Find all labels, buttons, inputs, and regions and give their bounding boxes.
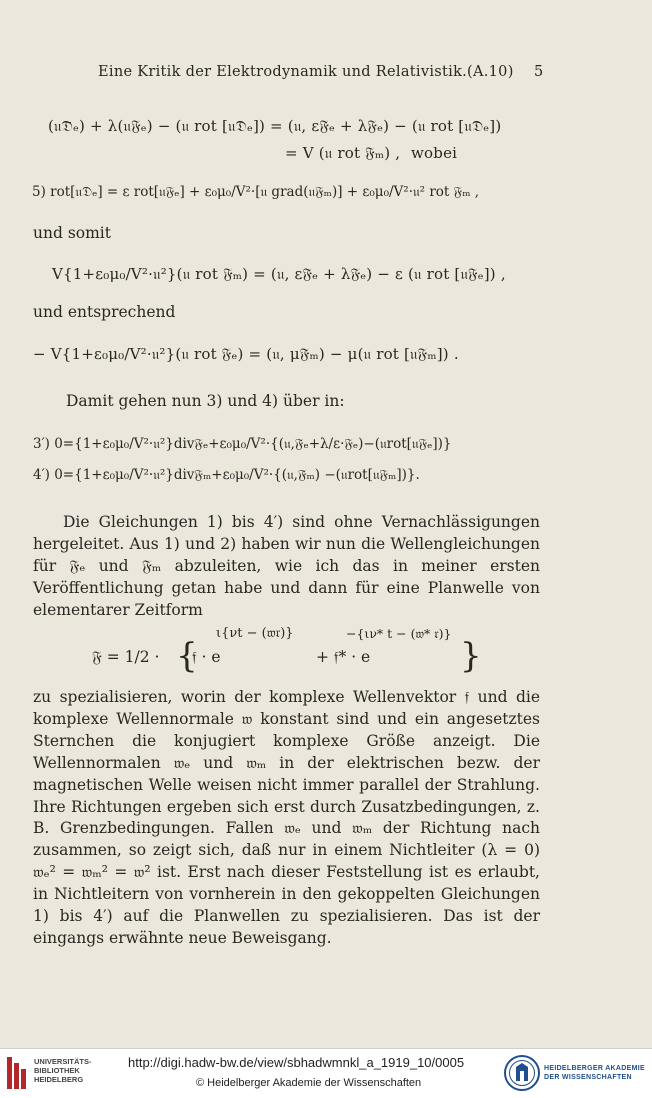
formula-lhs: 𝔉 = 1/2 · xyxy=(92,648,160,666)
text-und-entsprechend: und entsprechend xyxy=(33,303,176,321)
formula-close-brace: } xyxy=(460,636,482,676)
page-number: 5 xyxy=(534,64,544,80)
paragraph-specialize-text: zu spezialisieren, worin der komplexe Wellenvektor 𝔣 und die komplexe Wellennormale 𝔴 konstant sind und ein angesetztes Sternchen die konjugiert komplexe Größe anzeigt. Die Wellennormalen 𝔴ₑ und 𝔴ₘ in der elektrischen bezw. der magnetischen Welle weisen nicht immer parallel der Strahlung. Ihre Richtungen ergeben sich erst durch Zusatzbedingungen, z. B. Grenzbedingungen. Fallen 𝔴ₑ und 𝔴ₘ der Richtung nach zusammen, so zeigt sich, daß nur in einem Nichtleiter (λ = 0) 𝔴ₑ² = 𝔴ₘ² = 𝔴² ist. Erst nach dieser Feststellung ist es erlaubt, in Nichtleitern von vornherein in den gekoppelten Gleichungen 1) bis 4′) auf die Planwellen zu spezialisieren. Das ist der eingangs erwähnte neue Beweisgang. xyxy=(33,688,540,947)
equation-3-prime: 3′) 0={1+ε₀μ₀/V²·𝔲²}div𝔉ₑ+ε₀μ₀/V²·{(𝔲,𝔉̇ₑ+λ/ε·𝔉ₑ)−(𝔲rot[𝔲𝔉ₑ])} xyxy=(33,436,452,452)
plane-wave-formula xyxy=(92,620,482,680)
equation-word-wobei: wobei xyxy=(411,144,458,162)
page-url-link[interactable]: http://digi.hadw-bw.de/view/sbhadwmnkl_a_1919_10/0005 xyxy=(128,1055,465,1070)
equation-4-prime: 4′) 0={1+ε₀μ₀/V²·𝔲²}div𝔉ₘ+ε₀μ₀/V²·{(𝔲,𝔉̇ₘ) −(𝔲rot[𝔲𝔉ₘ])}. xyxy=(33,467,420,483)
paragraph-specialize xyxy=(33,687,540,950)
text-damit: Damit gehen nun 3) und 4) über in: xyxy=(66,392,345,410)
text-und-somit: und somit xyxy=(33,224,111,242)
formula-exponent-2: −{ιν* t − (𝔴* 𝔯)} xyxy=(346,626,452,641)
university-library-logo-icon xyxy=(6,1055,30,1091)
formula-f-term: 𝔣 · e xyxy=(192,648,221,666)
paragraph-wave-equations-text: Die Gleichungen 1) bis 4′) sind ohne Vernachlässigungen hergeleitet. Aus 1) und 2) haben wir nun die Wellengleichungen für 𝔉ₑ und 𝔉ₘ abzuleiten, wie ich das in meiner ersten Veröffentlichung getan habe und dann für eine Planwelle von elementarer Zeitform xyxy=(33,513,540,619)
equation-line-2: = V (𝔲 rot 𝔉ₘ) , xyxy=(285,144,401,162)
running-title: Eine Kritik der Elektrodynamik und Relativistik. xyxy=(98,64,468,80)
paragraph-wave-equations xyxy=(33,512,540,622)
reference-label: (A.10) xyxy=(467,64,514,80)
academy-seal-icon xyxy=(504,1054,540,1092)
formula-exponent-1: ι{νt − (𝔴𝔯)} xyxy=(216,626,294,641)
equation-5: 5) rot[𝔲𝔇ₑ] = ε rot[𝔲𝔉ₑ] + ε₀μ₀/V²·[𝔲 grad(𝔲𝔉ₘ)] + ε₀μ₀/V²·𝔲² rot 𝔉ₘ , xyxy=(32,184,480,200)
copyright-notice: © Heidelberger Akademie der Wissenschaften xyxy=(196,1077,422,1089)
formula-open-brace: { xyxy=(176,636,198,676)
university-library-name: UNIVERSITÄTS- BIBLIOTHEK HEIDELBERG xyxy=(34,1057,92,1084)
equation-entsprechend: − V{1+ε₀μ₀/V²·𝔲²}(𝔲 rot 𝔉ₑ) = (𝔲, μ𝔉̇ₘ) − μ(𝔲 rot [𝔲𝔉ₘ]) . xyxy=(33,345,459,363)
academy-name: HEIDELBERGER AKADEMIE DER WISSENSCHAFTEN xyxy=(544,1065,645,1081)
equation-line-1: (𝔲𝔇̇ₑ) + λ(𝔲𝔉ₑ) − (𝔲 rot [𝔲𝔇ₑ]) = (𝔲, ε𝔉̇ₑ + λ𝔉ₑ) − (𝔲 rot [𝔲𝔇ₑ]) xyxy=(48,117,502,135)
viewer-footer xyxy=(0,1048,652,1098)
formula-plus-term: + 𝔣* · e xyxy=(316,648,371,666)
equation-somit: V{1+ε₀μ₀/V²·𝔲²}(𝔲 rot 𝔉ₘ) = (𝔲, ε𝔉̇ₑ + λ𝔉ₑ) − ε (𝔲 rot [𝔲𝔉ₑ]) , xyxy=(52,265,506,283)
